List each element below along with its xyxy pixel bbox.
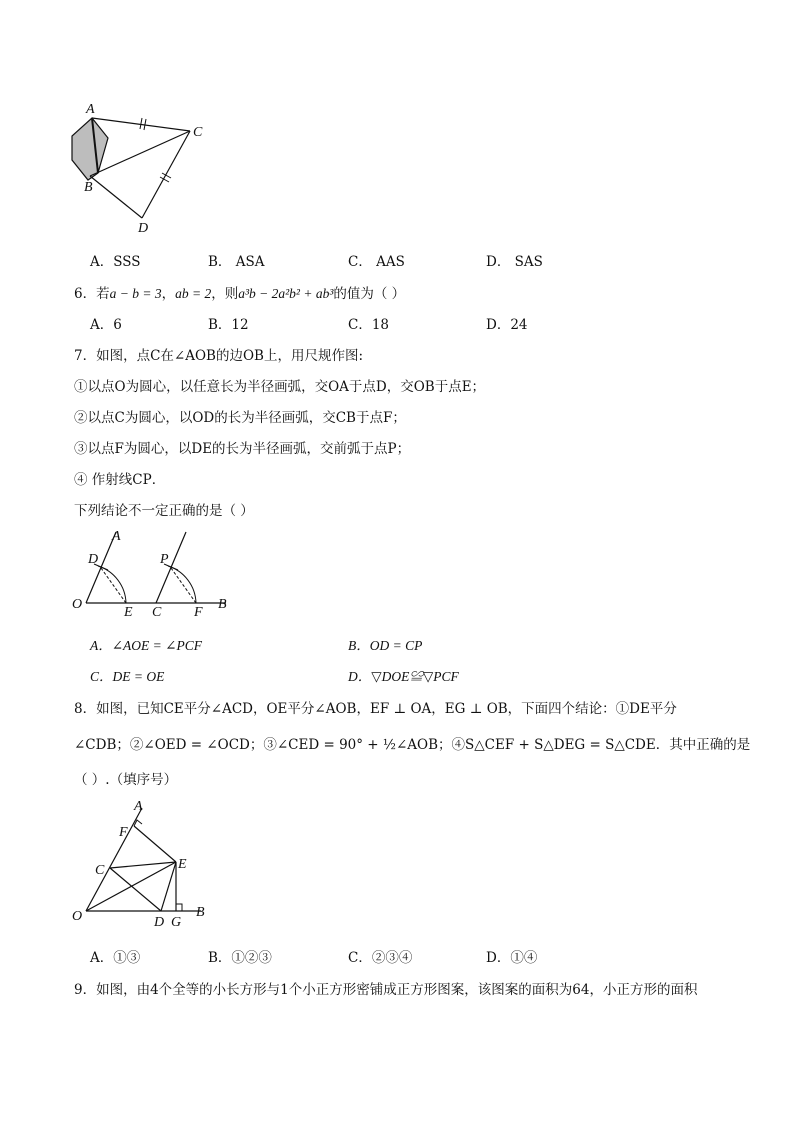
figure-q8 [66, 798, 226, 930]
q5-option-b[interactable]: B． ASA [208, 254, 265, 270]
label-d: D [88, 552, 99, 567]
q8-option-d[interactable]: D．①④ [486, 950, 538, 966]
q6-stem-pre: 6．若 [74, 286, 110, 302]
label-b: B [196, 905, 205, 920]
label-e: E [124, 605, 133, 620]
q5-option-d[interactable]: D． SAS [486, 254, 543, 270]
q6-option-c[interactable]: C．18 [348, 317, 390, 333]
q8-option-b[interactable]: B．①②③ [208, 950, 272, 966]
q8-option-a[interactable]: A．①③ [90, 950, 141, 966]
q6-option-b[interactable]: B．12 [208, 317, 249, 333]
q6-cond2: ab = 2 [175, 286, 212, 301]
q6-stem [74, 282, 405, 302]
q6-sep: ， [161, 286, 176, 302]
q7-line-6: 下列结论不一定正确的是（ ） [74, 503, 254, 519]
q6-cond1: a − b = 3 [109, 286, 162, 301]
q7-line-1: 7．如图，点C在∠AOB的边OB上，用尺规作图: [74, 348, 364, 364]
q6-option-d[interactable]: D．24 [486, 317, 528, 333]
segment-cd [142, 131, 190, 218]
q7-option-b[interactable]: B．OD = CP [348, 638, 423, 653]
figure-q7 [68, 526, 248, 620]
label-o: O [72, 909, 83, 924]
label-c: C [95, 863, 105, 878]
label-g: G [171, 915, 182, 930]
label-a: A [134, 799, 143, 814]
label-c: C [193, 125, 203, 140]
q6-option-a[interactable]: A．6 [90, 317, 122, 333]
figure-q5 [60, 98, 220, 238]
label-p: P [160, 552, 169, 567]
label-b: B [218, 597, 227, 612]
label-e: E [178, 857, 187, 872]
q7-option-a[interactable]: A．∠AOE = ∠PCF [90, 638, 202, 653]
q6-expr: a³b − 2a²b² + ab³ [238, 286, 334, 301]
label-b: B [84, 180, 93, 195]
label-d: D [138, 221, 149, 236]
q8-line-3: （ ）.（填序号） [74, 772, 178, 788]
label-f: F [194, 605, 203, 620]
q6-mid: ，则 [211, 286, 239, 302]
q7-option-d[interactable]: D．▽DOE≌▽PCF [348, 669, 459, 684]
segment-bd [90, 176, 142, 218]
q7-option-c[interactable]: C．DE = OE [90, 669, 165, 684]
q8-option-c[interactable]: C．②③④ [348, 950, 413, 966]
q7-line-4: ③以点F为圆心，以DE的长为半径画弧，交前弧于点P； [74, 441, 411, 457]
q5-option-c[interactable]: C． AAS [348, 254, 405, 270]
q8-line-2: ∠CDB；②∠OED = ∠OCD；③∠CED = 90° + ½∠AOB；④S△CEF + S△DEG = S△CDE．其中正确的是 [74, 737, 751, 753]
label-d: D [154, 915, 165, 930]
label-o: O [72, 597, 83, 612]
label-a: A [86, 102, 95, 117]
label-f: F [119, 825, 128, 840]
q7-line-2: ①以点O为圆心，以任意长为半径画弧，交OA于点D，交OB于点E； [74, 379, 486, 395]
q7-line-5: ④ 作射线CP． [74, 472, 166, 488]
q5-option-a[interactable]: A．SSS [90, 254, 141, 270]
label-c: C [152, 605, 162, 620]
q8-line-1: 8．如图，已知CE平分∠ACD，OE平分∠AOB，EF ⊥ OA，EG ⊥ OB，下面四个结论：①DE平分 [74, 701, 677, 717]
label-a: A [112, 529, 121, 544]
q7-line-3: ②以点C为圆心，以OD的长为半径画弧，交CB于点F； [74, 410, 406, 426]
q6-stem-post: 的值为（ ） [333, 286, 406, 302]
q9-line-1: 9．如图，由4个全等的小长方形与1个小正方形密铺成正方形图案，该图案的面积为64，小正方形的面积 [74, 982, 698, 998]
